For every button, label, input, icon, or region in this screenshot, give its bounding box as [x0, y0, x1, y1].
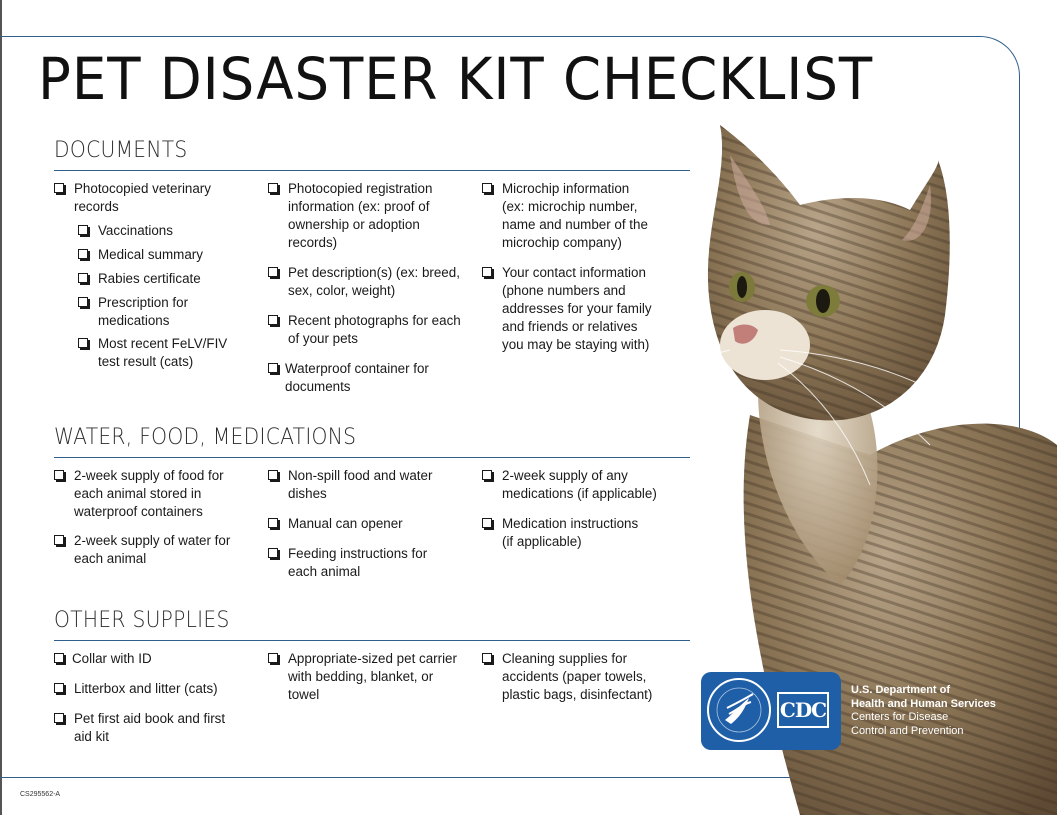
item-line: 2-week supply of any: [502, 468, 628, 483]
item-line: 2-week supply of water for: [74, 533, 231, 548]
checkbox[interactable]: [482, 267, 492, 277]
item-line: plastic bags, disinfectant): [502, 687, 653, 702]
item-line: and friends or relatives: [502, 319, 638, 334]
checkbox[interactable]: [78, 249, 88, 259]
item-line: you may be staying with): [502, 337, 650, 352]
item-line: Medication instructions: [502, 516, 639, 531]
cdc-logo: [701, 672, 841, 750]
checkbox[interactable]: [54, 183, 64, 193]
checklist-item: [268, 264, 473, 300]
item-line: each animal: [74, 551, 147, 566]
checkbox[interactable]: [54, 470, 64, 480]
checklist-item: [482, 264, 682, 354]
item-line: Most recent FeLV/FIV: [98, 336, 228, 351]
agency-line: U.S. Department of: [851, 684, 951, 696]
checklist-subitem: [78, 270, 248, 288]
page-title: PET DISASTER KIT CHECKLIST: [38, 45, 874, 113]
item-line: each animal: [288, 564, 361, 579]
checklist-subitem: [78, 335, 248, 371]
item-line: test result (cats): [98, 354, 194, 369]
item-line: records: [74, 199, 119, 214]
checklist-item: [268, 360, 473, 396]
section-divider: [54, 640, 690, 641]
section-heading-water-food-medications: WATER, FOOD, MEDICATIONS: [54, 425, 357, 450]
item-line: Your contact information: [502, 265, 646, 280]
item-line: Non-spill food and water: [288, 468, 433, 483]
checkbox[interactable]: [482, 183, 492, 193]
checklist-item: [54, 467, 254, 521]
item-line: Pet first aid book and first: [74, 711, 226, 726]
checkbox[interactable]: [268, 470, 278, 480]
item-text: Rabies certificate: [98, 271, 201, 286]
section-heading-other-supplies: OTHER SUPPLIES: [54, 608, 230, 633]
checkbox[interactable]: [268, 548, 278, 558]
item-line: microchip company): [502, 235, 622, 250]
item-line: documents: [285, 379, 351, 394]
checkbox[interactable]: [78, 225, 88, 235]
item-text: Litterbox and litter (cats): [74, 681, 218, 696]
item-line: Feeding instructions for: [288, 546, 428, 561]
checkbox[interactable]: [54, 653, 64, 663]
item-line: aid kit: [74, 729, 109, 744]
item-line: Prescription for: [98, 295, 189, 310]
item-line: ownership or adoption: [288, 217, 420, 232]
checkbox[interactable]: [78, 338, 88, 348]
checklist-item: [54, 680, 254, 698]
checklist-item: [482, 180, 682, 252]
checkbox[interactable]: [54, 535, 64, 545]
item-line: Recent photographs for each: [288, 313, 461, 328]
checklist-item: [482, 515, 682, 551]
checklist-item: [268, 650, 478, 704]
checklist-item: [482, 467, 682, 503]
checklist-item: [268, 312, 473, 348]
checkbox[interactable]: [268, 183, 278, 193]
item-line: towel: [288, 687, 320, 702]
item-line: Pet description(s) (ex: breed,: [288, 265, 460, 280]
item-line: Waterproof container for: [285, 361, 429, 376]
item-line: with bedding, blanket, or: [288, 669, 434, 684]
checklist-subitem: [78, 222, 248, 240]
item-line: addresses for your family: [502, 301, 652, 316]
item-line: waterproof containers: [74, 504, 203, 519]
checkbox[interactable]: [482, 518, 492, 528]
checklist-item: [268, 467, 473, 503]
item-text: Manual can opener: [288, 516, 403, 531]
document-code: CS295562-A: [20, 791, 61, 798]
checklist-item: [482, 650, 682, 704]
item-line: (if applicable): [502, 534, 582, 549]
item-line: Photocopied registration: [288, 181, 433, 196]
item-line: (phone numbers and: [502, 283, 626, 298]
item-line: Photocopied veterinary: [74, 181, 211, 196]
agency-line: Health and Human Services: [851, 697, 996, 710]
checkbox[interactable]: [268, 315, 278, 325]
item-line: medications (if applicable): [502, 486, 657, 501]
item-line: dishes: [288, 486, 327, 501]
section-heading-documents: DOCUMENTS: [54, 138, 188, 163]
checklist-item: [268, 515, 473, 533]
checklist-subitem: [78, 246, 248, 264]
center-line: Control and Prevention: [851, 724, 964, 737]
item-line: 2-week supply of food for: [74, 468, 224, 483]
item-text: Collar with ID: [72, 651, 152, 666]
item-line: (ex: microchip number,: [502, 199, 638, 214]
checklist-item: [268, 180, 473, 252]
checkbox[interactable]: [268, 363, 278, 373]
checklist-item: [54, 650, 254, 668]
checklist-subitem: [78, 294, 248, 330]
checkbox[interactable]: [78, 297, 88, 307]
checkbox[interactable]: [482, 470, 492, 480]
cdc-wordmark: CDC: [777, 692, 829, 728]
item-line: Cleaning supplies for: [502, 651, 628, 666]
item-line: sex, color, weight): [288, 283, 396, 298]
checklist-item: [54, 532, 254, 568]
checkbox[interactable]: [482, 653, 492, 663]
checkbox[interactable]: [54, 713, 64, 723]
section-divider: [54, 457, 690, 458]
item-text: Vaccinations: [98, 223, 173, 238]
checklist-item: [54, 180, 254, 216]
item-line: accidents (paper towels,: [502, 669, 647, 684]
checkbox[interactable]: [78, 273, 88, 283]
item-line: records): [288, 235, 338, 250]
item-line: of your pets: [288, 331, 358, 346]
section-divider: [54, 170, 690, 171]
item-line: each animal stored in: [74, 486, 202, 501]
agency-name: [851, 684, 996, 738]
item-line: medications: [98, 313, 170, 328]
checkbox[interactable]: [268, 518, 278, 528]
checkbox[interactable]: [268, 653, 278, 663]
checklist-item: [268, 545, 473, 581]
item-line: name and number of the: [502, 217, 648, 232]
checkbox[interactable]: [268, 267, 278, 277]
item-line: Appropriate-sized pet carrier: [288, 651, 457, 666]
hhs-seal-icon: [707, 678, 771, 742]
checkbox[interactable]: [54, 683, 64, 693]
item-line: information (ex: proof of: [288, 199, 430, 214]
item-text: Medical summary: [98, 247, 203, 262]
center-line: Centers for Disease: [851, 711, 949, 723]
checklist-item: [54, 710, 254, 746]
item-line: Microchip information: [502, 181, 630, 196]
